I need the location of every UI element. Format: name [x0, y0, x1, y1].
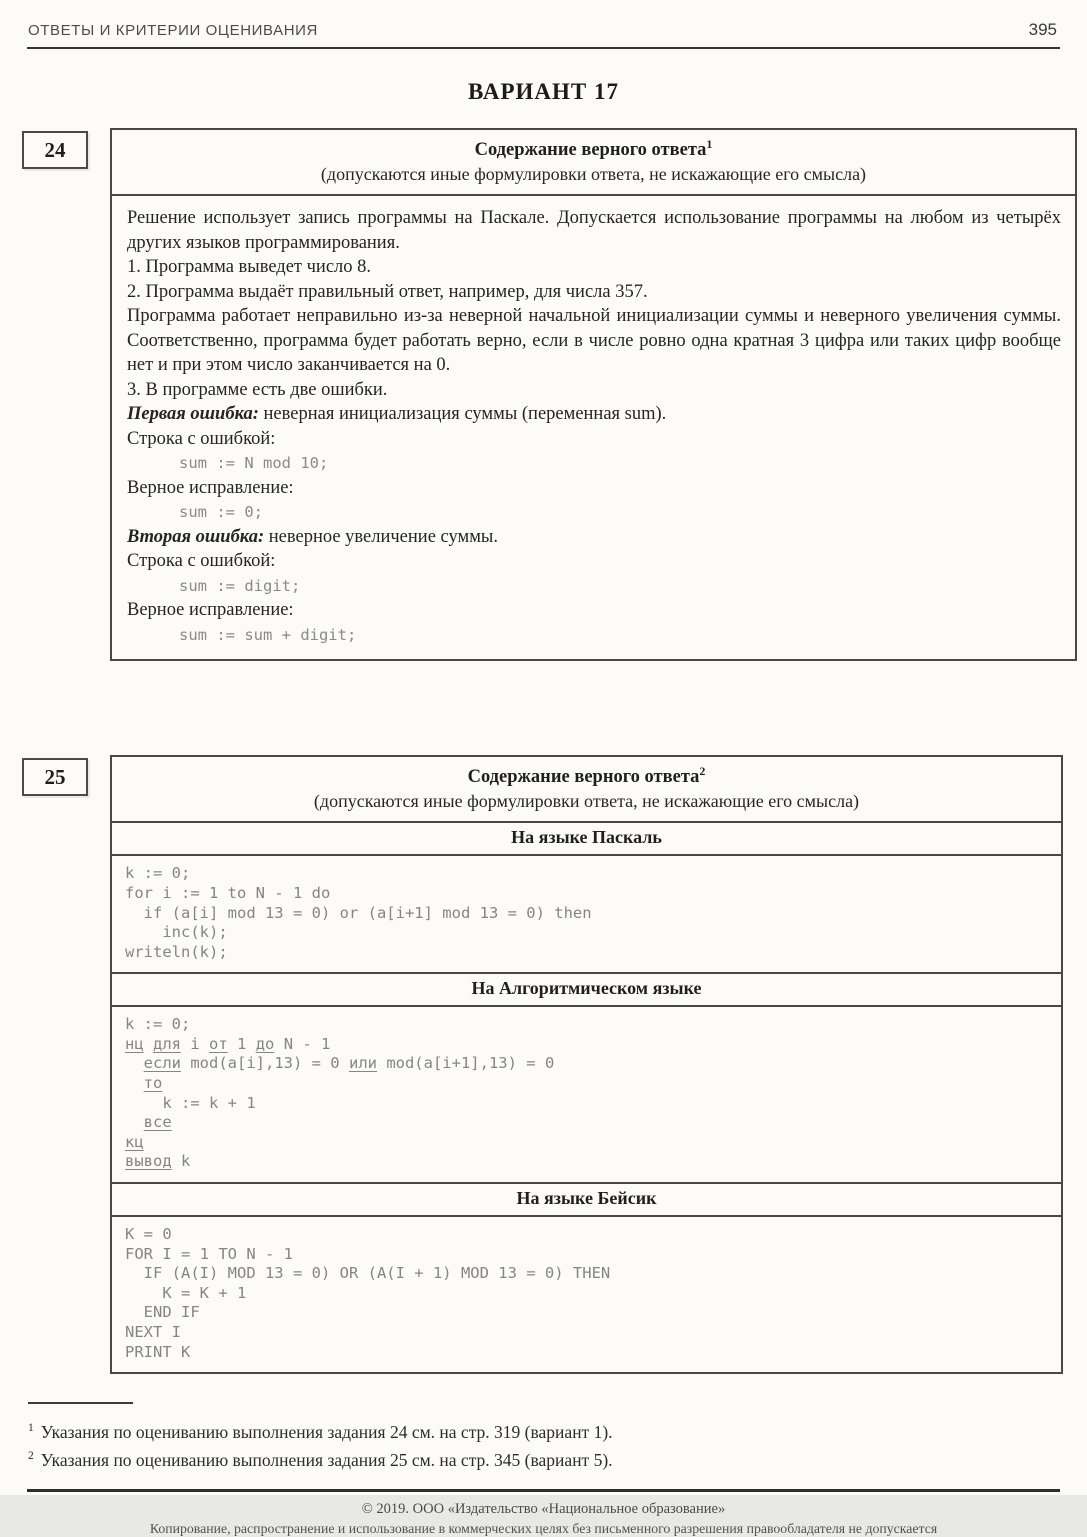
code-line: FOR I = 1 TO N - 1	[125, 1244, 293, 1263]
code-line: PRINT K	[125, 1342, 191, 1361]
footnote-2-text: Указания по оцениванию выполнения задания 25 см. на стр. 345 (вариант 5).	[40, 1449, 613, 1470]
code-line: K = 0	[125, 1225, 172, 1244]
code-line: то	[143, 1074, 163, 1093]
task-24-first-error-line	[127, 402, 1061, 427]
task-24-error2-fix-caption: Верное исправление:	[127, 600, 294, 621]
pascal-section-header: На языке Паскаль	[112, 821, 1061, 856]
basic-section-header: На языке Бейсик	[112, 1182, 1061, 1217]
algorithmic-code-block	[112, 1007, 1061, 1182]
code-line: нц для i от 1 до N - 1	[125, 1034, 331, 1053]
task-24-answer-table	[110, 128, 1077, 661]
code-line: K = K + 1	[125, 1283, 247, 1302]
algorithmic-section-header: На Алгоритмическом языке	[112, 972, 1061, 1007]
task-25-header-subtitle: (допускаются иные формулировки ответа, не искажающие его смысла)	[313, 791, 860, 812]
page-number: 395	[1028, 20, 1057, 39]
footnote-2	[28, 1445, 1057, 1472]
task-25-block	[44, 755, 1063, 1374]
footer-rule	[27, 1489, 1060, 1492]
code-line: NEXT I	[125, 1323, 181, 1341]
task-24-error1-code: sum := N mod 10;	[179, 454, 329, 473]
pascal-code-block	[112, 856, 1061, 972]
code-line: k := k + 1	[125, 1093, 256, 1112]
task-24-explanation-paragraph: Программа работает неправильно из-за неверной начальной инициализации суммы и неверного увеличения суммы. Соответственно, программа будет работать верно, если в числе ровно одна кратная 3 цифра или таких цифр вообще нет и при этом число заканчивается на 0.	[127, 306, 1061, 376]
second-error-label: Вторая ошибка:	[127, 526, 265, 547]
code-line: кц	[125, 1132, 144, 1151]
task-24-item-1: 1. Программа выведет число 8.	[127, 257, 372, 278]
footer-notice: Копирование, распространение и использование в коммерческих целях без письменного разрешения правообладателя не допускается	[149, 1520, 938, 1536]
task-24-error2-code: sum := digit;	[179, 576, 301, 595]
code-line: writeln(k);	[125, 942, 228, 961]
first-error-text: неверная инициализация суммы (переменная sum).	[258, 404, 667, 425]
task-25-header-title	[122, 764, 1051, 788]
basic-code-block	[112, 1217, 1061, 1372]
running-head	[0, 0, 1087, 40]
task-25-answer-table	[110, 755, 1063, 1374]
code-line: все	[143, 1113, 172, 1132]
code-line: inc(k);	[125, 923, 228, 942]
code-line: k := 0;	[125, 1015, 191, 1034]
code-line: if (a[i] mod 13 = 0) or (a[i+1] mod 13 = 0) then	[125, 903, 592, 922]
task-24-error2-fix-code: sum := sum + digit;	[179, 625, 357, 644]
footer-copyright: © 2019. ООО «Издательство «Национальное образование»	[361, 1500, 726, 1517]
task-25-number-box	[22, 758, 88, 796]
code-line: for i := 1 to N - 1 do	[125, 883, 331, 902]
task-24-error1-line-caption: Строка с ошибкой:	[127, 428, 276, 449]
task-24-error1-fix-code: sum := 0;	[179, 503, 263, 522]
task-24-header-title-text: Содержание верного ответа	[474, 140, 707, 161]
task-24-second-error-line	[127, 525, 1061, 550]
task-24-item-2: 2. Программа выдаёт правильный ответ, например, для числа 357.	[127, 281, 648, 302]
code-line: IF (A(I) MOD 13 = 0) OR (A(I + 1) MOD 13 = 0) THEN	[125, 1264, 611, 1283]
footnotes	[28, 1402, 1057, 1472]
code-line: вывод k	[125, 1152, 191, 1171]
task-24-item-3: 3. В программе есть две ошибки.	[127, 379, 388, 400]
task-24-footnote-ref: 1	[706, 137, 713, 151]
task-25-number: 25	[44, 764, 66, 789]
second-error-text: неверное увеличение суммы.	[264, 526, 498, 547]
first-error-label: Первая ошибка:	[127, 404, 259, 425]
footnote-separator-rule	[28, 1402, 133, 1404]
task-25-header-title-text: Содержание верного ответа	[467, 767, 700, 788]
task-24-error2-line-caption: Строка с ошибкой:	[127, 551, 276, 572]
task-25-answer-header	[112, 757, 1061, 821]
task-25-footnote-ref: 2	[699, 764, 706, 779]
task-24-answer-header	[112, 130, 1075, 196]
footnote-2-ref: 2	[28, 1449, 34, 1462]
code-line: END IF	[125, 1303, 200, 1322]
footnote-1	[28, 1417, 1057, 1444]
code-line: если mod(a[i],13) = 0 или mod(a[i+1],13) = 0	[143, 1054, 555, 1073]
variant-title: ВАРИАНТ 17	[467, 79, 620, 104]
footnote-1-ref: 1	[28, 1422, 34, 1435]
task-24-header-subtitle: (допускаются иные формулировки ответа, не искажающие его смысла)	[320, 164, 867, 185]
task-24-number: 24	[44, 137, 66, 162]
task-24-header-title	[122, 137, 1065, 161]
header-rule	[27, 47, 1060, 49]
code-line: k := 0;	[125, 864, 191, 883]
footnote-1-text: Указания по оцениванию выполнения задания 24 см. на стр. 319 (вариант 1).	[40, 1422, 613, 1443]
running-head-title: ОТВЕТЫ И КРИТЕРИИ ОЦЕНИВАНИЯ	[28, 22, 318, 39]
task-24-number-box	[22, 131, 88, 169]
task-24-error1-fix-caption: Верное исправление:	[127, 477, 294, 498]
task-24-intro-paragraph: Решение использует запись программы на Паскале. Допускается использование программы на любом из четырёх других языков программирования.	[127, 208, 1061, 253]
task-24-block	[44, 128, 1077, 661]
task-24-answer-body	[112, 196, 1075, 659]
